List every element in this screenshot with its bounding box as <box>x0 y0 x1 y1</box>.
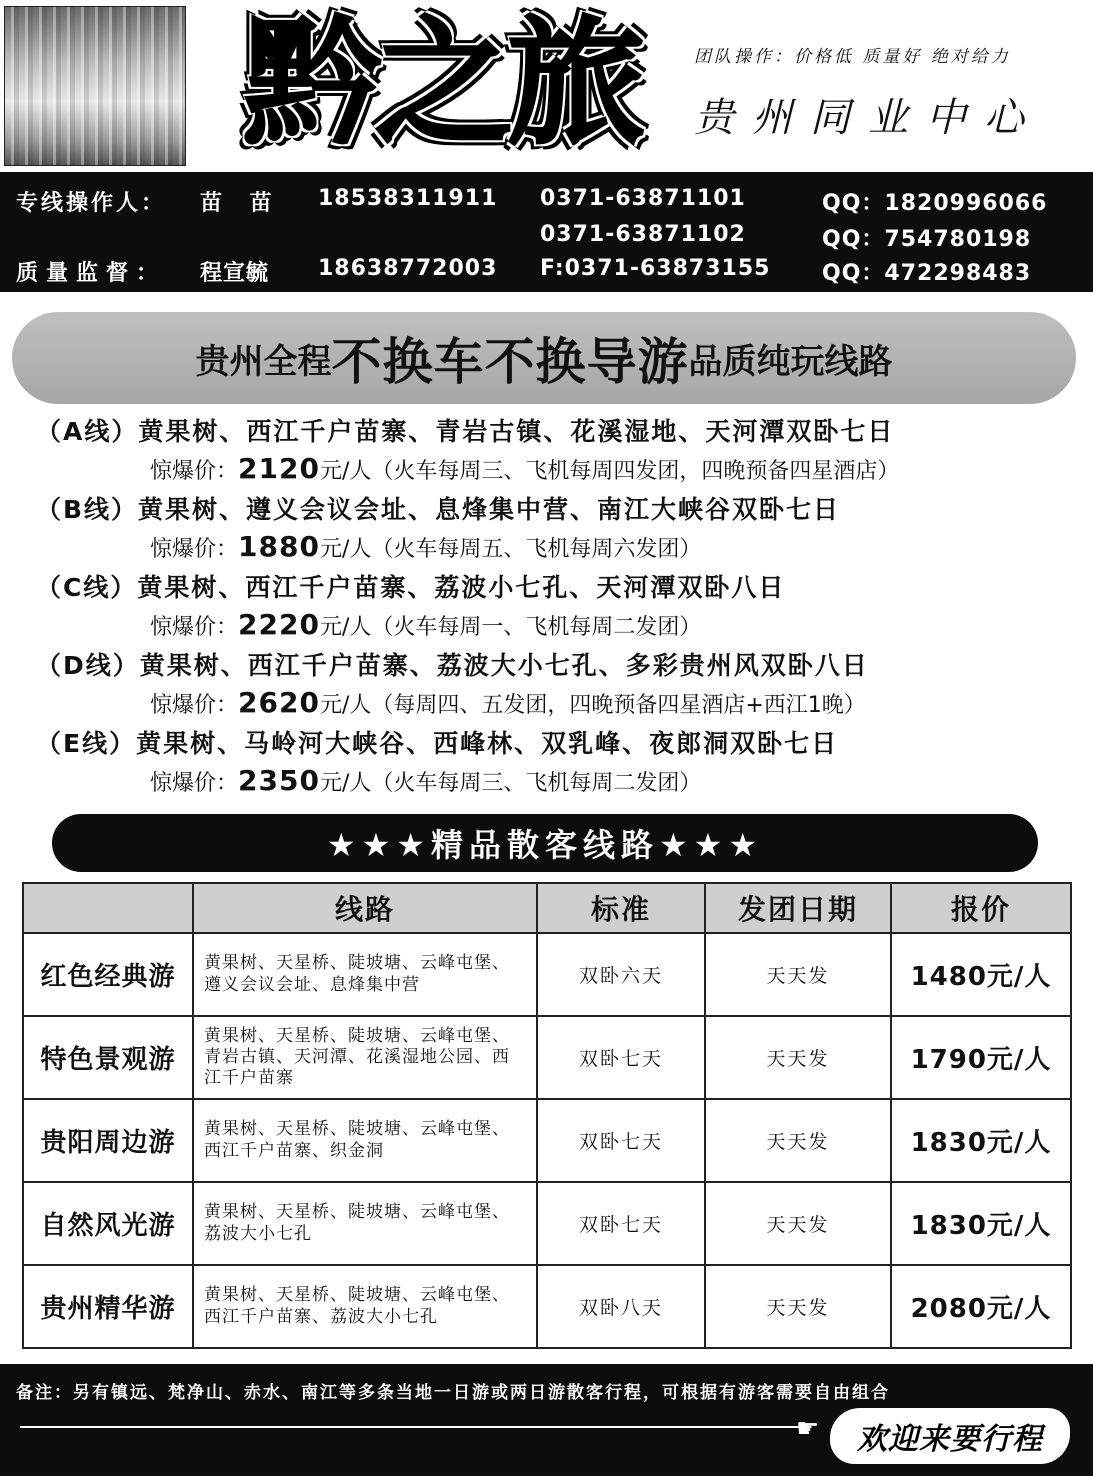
tour-price: 1830元/人 <box>891 1099 1071 1182</box>
price-label: 惊爆价： <box>150 459 239 484</box>
price-unit: 元/人 <box>319 459 372 484</box>
contact-row-supervisor <box>0 256 1093 290</box>
operator-phone: 0371-63871101 <box>540 186 746 211</box>
pointing-hand-icon: ☛ <box>796 1414 820 1444</box>
tour-price: 2080元/人 <box>891 1265 1071 1348</box>
operator-name: 苗 苗 <box>200 191 282 216</box>
price-unit: 元/人 <box>319 615 372 640</box>
price-unit: 元/人 <box>319 537 372 562</box>
route-item <box>0 568 1093 646</box>
price-amount: 2120 <box>238 452 320 485</box>
header-route: 线路 <box>193 883 537 933</box>
header-blank <box>23 883 193 933</box>
price-label: 惊爆价： <box>150 615 239 640</box>
header-standard: 标准 <box>537 883 705 933</box>
route-price <box>150 608 701 641</box>
route-item <box>0 646 1093 724</box>
tour-standard: 双卧七天 <box>537 1016 705 1099</box>
promo-part2: 不换车不换导游 <box>331 333 689 391</box>
welcome-badge: 欢迎来要行程 <box>830 1408 1070 1464</box>
price-label: 惊爆价： <box>150 693 239 718</box>
contact-row-operator <box>0 186 1093 220</box>
tour-price: 1480元/人 <box>891 933 1071 1016</box>
route-note: （火车每周一、飞机每周二发团） <box>371 615 702 640</box>
operator-label: 专线操作人： <box>16 191 167 216</box>
waterfall-photo <box>4 6 186 166</box>
tour-table <box>22 882 1072 1349</box>
route-note: （火车每周三、飞机每周二发团） <box>371 771 702 796</box>
tour-price: 1790元/人 <box>891 1016 1071 1099</box>
price-unit: 元/人 <box>319 771 372 796</box>
tour-standard: 双卧六天 <box>537 933 705 1016</box>
supervisor-mobile: 18638772003 <box>318 256 498 281</box>
contact-row-second <box>0 222 1093 256</box>
table-row <box>23 1265 1071 1348</box>
price-amount: 1880 <box>238 530 320 563</box>
tour-name: 红色经典游 <box>23 933 193 1016</box>
tour-standard: 双卧七天 <box>537 1099 705 1182</box>
price-amount: 2220 <box>238 608 320 641</box>
tour-departure: 天天发 <box>705 1016 891 1099</box>
remark-text: 备注：另有镇远、梵净山、赤水、南江等多条当地一日游或两日游散客行程，可根据有游客需要自由组合 <box>16 1383 890 1403</box>
route-note: （每周四、五发团，四晚预备四星酒店+西江1晚） <box>371 693 866 718</box>
route-note: （火车每周五、飞机每周六发团） <box>371 537 702 562</box>
tour-name: 贵州精华游 <box>23 1265 193 1348</box>
route-price <box>150 530 701 563</box>
tour-standard: 双卧八天 <box>537 1265 705 1348</box>
footer <box>0 1364 1093 1476</box>
tour-route: 黄果树、天星桥、陡坡塘、云峰屯堡、青岩古镇、天河潭、花溪湿地公园、西江千户苗寨 <box>193 1016 537 1099</box>
contact-bar <box>0 172 1093 292</box>
tour-name: 自然风光游 <box>23 1182 193 1265</box>
price-amount: 2350 <box>238 764 320 797</box>
tour-name: 贵阳周边游 <box>23 1099 193 1182</box>
tour-departure: 天天发 <box>705 1182 891 1265</box>
tour-departure: 天天发 <box>705 1099 891 1182</box>
divider-line <box>20 1426 800 1428</box>
table-row <box>23 1099 1071 1182</box>
price-label: 惊爆价： <box>150 537 239 562</box>
route-note: （火车每周三、飞机每周四发团，四晚预备四星酒店） <box>371 459 900 484</box>
route-price <box>150 452 899 485</box>
table-row <box>23 933 1071 1016</box>
operator-mobile: 18538311911 <box>318 186 498 211</box>
header-departure: 发团日期 <box>705 883 891 933</box>
route-title: （C线）黄果树、西江千户苗寨、荔波小七孔、天河潭双卧八日 <box>36 573 786 602</box>
route-price <box>150 686 866 719</box>
table-header-row <box>23 883 1071 933</box>
operator-qq: QQ：1820996066 <box>822 191 1048 216</box>
route-title: （D线）黄果树、西江千户苗寨、荔波大小七孔、多彩贵州风双卧八日 <box>36 651 869 680</box>
route-title: （A线）黄果树、西江千户苗寨、青岩古镇、花溪湿地、天河潭双卧七日 <box>36 417 895 446</box>
tour-price: 1830元/人 <box>891 1182 1071 1265</box>
tour-route: 黄果树、天星桥、陡坡塘、云峰屯堡、西江千户苗寨、织金洞 <box>193 1099 537 1182</box>
supervisor-qq: QQ：472298483 <box>822 261 1032 286</box>
header <box>0 0 1093 170</box>
second-qq: QQ：754780198 <box>822 227 1032 252</box>
tour-route: 黄果树、天星桥、陡坡塘、云峰屯堡、西江千户苗寨、荔波大小七孔 <box>193 1265 537 1348</box>
price-label: 惊爆价： <box>150 771 239 796</box>
second-phone: 0371-63871102 <box>540 222 746 247</box>
tour-name: 特色景观游 <box>23 1016 193 1099</box>
price-amount: 2620 <box>238 686 320 719</box>
tour-departure: 天天发 <box>705 1265 891 1348</box>
slogan: 团队操作：价格低 质量好 绝对给力 <box>694 47 1011 67</box>
promo-part1: 贵州全程 <box>195 341 332 382</box>
table-row <box>23 1016 1071 1099</box>
route-title: （B线）黄果树、遵义会议会址、息烽集中营、南江大峡谷双卧七日 <box>36 495 841 524</box>
route-item <box>0 412 1093 490</box>
brand-logo: 黔之旅 <box>242 3 639 164</box>
tour-route: 黄果树、天星桥、陡坡塘、云峰屯堡、荔波大小七孔 <box>193 1182 537 1265</box>
route-item <box>0 724 1093 802</box>
fax-number: F:0371-63873155 <box>540 256 771 281</box>
tour-departure: 天天发 <box>705 933 891 1016</box>
section-title: ★★★精品散客线路★★★ <box>52 814 1038 872</box>
center-name: 贵州同业中心 <box>694 95 1042 141</box>
supervisor-name: 程宣毓 <box>200 261 270 286</box>
table-row <box>23 1182 1071 1265</box>
header-price: 报价 <box>891 883 1071 933</box>
promo-banner <box>12 312 1076 404</box>
price-unit: 元/人 <box>319 693 372 718</box>
route-title: （E线）黄果树、马岭河大峡谷、西峰林、双乳峰、夜郎洞双卧七日 <box>36 729 839 758</box>
route-item <box>0 490 1093 568</box>
tour-route: 黄果树、天星桥、陡坡塘、云峰屯堡、遵义会议会址、息烽集中营 <box>193 933 537 1016</box>
route-price <box>150 764 701 797</box>
promo-part3: 品质纯玩线路 <box>688 341 893 382</box>
tour-standard: 双卧七天 <box>537 1182 705 1265</box>
supervisor-label: 质量监督： <box>16 261 167 286</box>
